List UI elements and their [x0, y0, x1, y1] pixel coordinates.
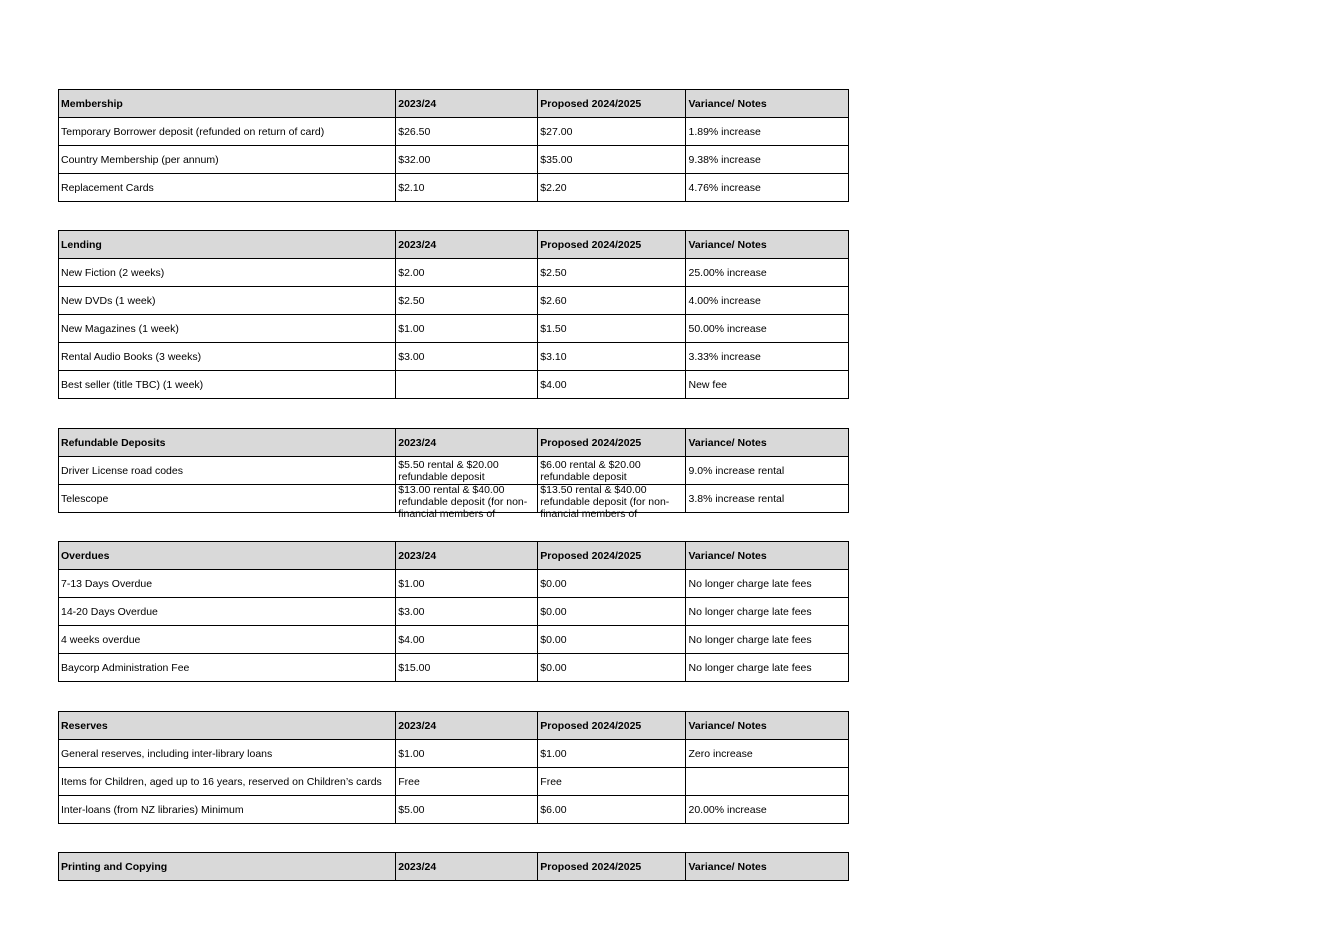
- lending-table: [58, 230, 849, 399]
- fee-variance: 50.00% increase: [686, 315, 849, 343]
- column-header-variance: Variance/ Notes: [686, 853, 849, 881]
- fee-proposed: $1.00: [538, 740, 686, 768]
- fee-2023: $2.00: [396, 259, 538, 287]
- fee-proposed: $2.60: [538, 287, 686, 315]
- fee-item: General reserves, including inter-library loans: [59, 740, 396, 768]
- column-header-variance: Variance/ Notes: [686, 542, 849, 570]
- fee-2023: $15.00: [396, 654, 538, 682]
- fee-item: Replacement Cards: [59, 174, 396, 202]
- table-row: [59, 315, 849, 343]
- fee-variance: No longer charge late fees: [686, 570, 849, 598]
- fee-proposed: $35.00: [538, 146, 686, 174]
- table-header-row: [59, 542, 849, 570]
- fee-2023: [396, 371, 538, 399]
- fee-proposed: $6.00 rental & $20.00 refundable deposit: [540, 458, 641, 483]
- fee-2023: $1.00: [396, 570, 538, 598]
- table-row: [59, 287, 849, 315]
- fee-proposed: $0.00: [538, 626, 686, 654]
- column-header-variance: Variance/ Notes: [686, 231, 849, 259]
- fee-2023-cell: [396, 483, 538, 520]
- table-row: [59, 796, 849, 824]
- printing-copying-table: [58, 852, 849, 881]
- fee-item: Temporary Borrower deposit (refunded on return of card): [59, 118, 396, 146]
- column-header-2023: 2023/24: [396, 542, 538, 570]
- fee-variance: 3.33% increase: [686, 343, 849, 371]
- fee-2023: $13.00 rental & $40.00 refundable deposit (for non-financial members of: [398, 483, 528, 520]
- table-row: [59, 371, 849, 399]
- column-header-2023: 2023/24: [396, 712, 538, 740]
- fee-item: Rental Audio Books (3 weeks): [59, 343, 396, 371]
- fee-proposed: $2.50: [538, 259, 686, 287]
- column-header-2023: 2023/24: [396, 231, 538, 259]
- fee-variance: No longer charge late fees: [686, 626, 849, 654]
- fee-proposed-cell: [538, 457, 686, 485]
- fee-variance: 9.0% increase rental: [686, 457, 849, 485]
- fee-proposed: Free: [538, 768, 686, 796]
- table-header-row: [59, 90, 849, 118]
- column-header-variance: Variance/ Notes: [686, 90, 849, 118]
- table-row: [59, 570, 849, 598]
- fee-proposed: $0.00: [538, 598, 686, 626]
- fee-2023: $3.00: [396, 343, 538, 371]
- section-title: Lending: [59, 231, 396, 259]
- fee-item: New Magazines (1 week): [59, 315, 396, 343]
- fee-2023: $26.50: [396, 118, 538, 146]
- table-row: [59, 768, 849, 796]
- table-header-row: [59, 853, 849, 881]
- column-header-proposed: Proposed 2024/2025: [538, 231, 686, 259]
- fee-item: 14-20 Days Overdue: [59, 598, 396, 626]
- table-row: [59, 118, 849, 146]
- column-header-proposed: Proposed 2024/2025: [538, 90, 686, 118]
- column-header-2023: 2023/24: [396, 429, 538, 457]
- fee-item: Best seller (title TBC) (1 week): [59, 371, 396, 399]
- table-header-row: [59, 231, 849, 259]
- fee-item: Items for Children, aged up to 16 years, reserved on Children’s cards: [59, 768, 396, 796]
- fee-proposed: $27.00: [538, 118, 686, 146]
- table-row: [59, 626, 849, 654]
- fee-item: Inter-loans (from NZ libraries) Minimum: [59, 796, 396, 824]
- refundable-deposits-table: [58, 428, 849, 520]
- table-row: [59, 457, 849, 485]
- fee-variance: 25.00% increase: [686, 259, 849, 287]
- fee-proposed: $4.00: [538, 371, 686, 399]
- fee-2023: $1.00: [396, 315, 538, 343]
- table-header-row: [59, 712, 849, 740]
- section-title: Refundable Deposits: [59, 429, 396, 457]
- fee-item: New Fiction (2 weeks): [59, 259, 396, 287]
- fee-2023: $2.50: [396, 287, 538, 315]
- fee-proposed: $2.20: [538, 174, 686, 202]
- fee-2023: $4.00: [396, 626, 538, 654]
- fee-2023: $5.00: [396, 796, 538, 824]
- fee-proposed-cell: [538, 483, 686, 520]
- section-title: Membership: [59, 90, 396, 118]
- column-header-2023: 2023/24: [396, 90, 538, 118]
- section-title: Printing and Copying: [59, 853, 396, 881]
- table-row: [59, 598, 849, 626]
- fee-proposed: $1.50: [538, 315, 686, 343]
- fee-variance: 1.89% increase: [686, 118, 849, 146]
- membership-table: [58, 89, 849, 202]
- fee-2023: $32.00: [396, 146, 538, 174]
- fee-variance: 4.76% increase: [686, 174, 849, 202]
- fee-variance: New fee: [686, 371, 849, 399]
- table-row: [59, 174, 849, 202]
- table-row: [59, 654, 849, 682]
- fee-proposed: $13.50 rental & $40.00 refundable deposit (for non-financial members of: [540, 483, 670, 520]
- overdues-table: [58, 541, 849, 682]
- reserves-table: [58, 711, 849, 824]
- fee-2023: Free: [396, 768, 538, 796]
- fee-proposed: $0.00: [538, 654, 686, 682]
- column-header-proposed: Proposed 2024/2025: [538, 542, 686, 570]
- table-row: [59, 485, 849, 513]
- fee-item: New DVDs (1 week): [59, 287, 396, 315]
- table-row: [59, 146, 849, 174]
- fee-variance: No longer charge late fees: [686, 654, 849, 682]
- fee-2023-cell: [396, 457, 538, 485]
- fee-variance: No longer charge late fees: [686, 598, 849, 626]
- fee-proposed: $3.10: [538, 343, 686, 371]
- section-title: Reserves: [59, 712, 396, 740]
- column-header-variance: Variance/ Notes: [686, 429, 849, 457]
- column-header-proposed: Proposed 2024/2025: [538, 429, 686, 457]
- table-row: [59, 259, 849, 287]
- table-row: [59, 740, 849, 768]
- fee-item: Driver License road codes: [59, 457, 396, 485]
- table-header-row: [59, 429, 849, 457]
- fee-item: Baycorp Administration Fee: [59, 654, 396, 682]
- column-header-proposed: Proposed 2024/2025: [538, 712, 686, 740]
- fee-variance: 3.8% increase rental: [686, 485, 849, 513]
- fee-proposed: $6.00: [538, 796, 686, 824]
- fee-variance: 4.00% increase: [686, 287, 849, 315]
- fee-item: 4 weeks overdue: [59, 626, 396, 654]
- fee-proposed: $0.00: [538, 570, 686, 598]
- fee-variance: Zero increase: [686, 740, 849, 768]
- fee-variance: 9.38% increase: [686, 146, 849, 174]
- fee-item: Telescope: [59, 485, 396, 513]
- fee-item: 7-13 Days Overdue: [59, 570, 396, 598]
- fee-2023: $3.00: [396, 598, 538, 626]
- fee-2023: $2.10: [396, 174, 538, 202]
- fee-2023: $1.00: [396, 740, 538, 768]
- fee-item: Country Membership (per annum): [59, 146, 396, 174]
- fee-variance: 20.00% increase: [686, 796, 849, 824]
- column-header-2023: 2023/24: [396, 853, 538, 881]
- column-header-variance: Variance/ Notes: [686, 712, 849, 740]
- column-header-proposed: Proposed 2024/2025: [538, 853, 686, 881]
- section-title: Overdues: [59, 542, 396, 570]
- fee-2023: $5.50 rental & $20.00 refundable deposit: [398, 458, 499, 483]
- table-row: [59, 343, 849, 371]
- fee-variance: [686, 768, 849, 796]
